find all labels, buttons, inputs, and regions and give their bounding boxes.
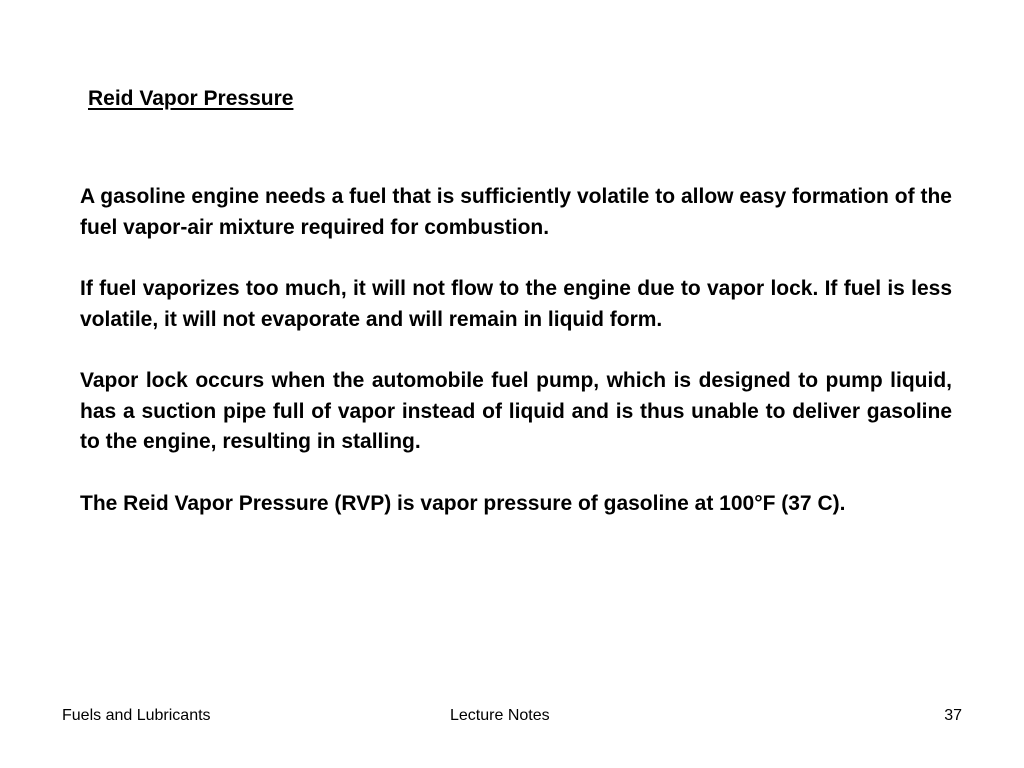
paragraph-vapor-lock: If fuel vaporizes too much, it will not flow to the engine due to vapor lock. If fuel is less volatile, it will not evaporate and will remain in liquid form. bbox=[80, 277, 952, 331]
paragraph-fuel-pump: Vapor lock occurs when the automobile fuel pump, which is designed to pump liquid, has a suction pipe full of vapor instead of liquid and is thus unable to deliver gasoline to the engine, resulting in stalling. bbox=[80, 369, 952, 453]
slide-body bbox=[80, 182, 952, 550]
footer-course-title: Fuels and Lubricants bbox=[62, 707, 211, 724]
footer-page-number: 37 bbox=[944, 707, 962, 724]
paragraph-volatility: A gasoline engine needs a fuel that is sufficiently volatile to allow easy formation of the fuel vapor-air mixture required for combustion. bbox=[80, 185, 952, 239]
paragraph-rvp-definition: The Reid Vapor Pressure (RVP) is vapor pressure of gasoline at 100°F (37 C). bbox=[80, 491, 846, 515]
slide-title: Reid Vapor Pressure bbox=[88, 87, 294, 110]
footer-lecture-notes: Lecture Notes bbox=[450, 707, 550, 724]
